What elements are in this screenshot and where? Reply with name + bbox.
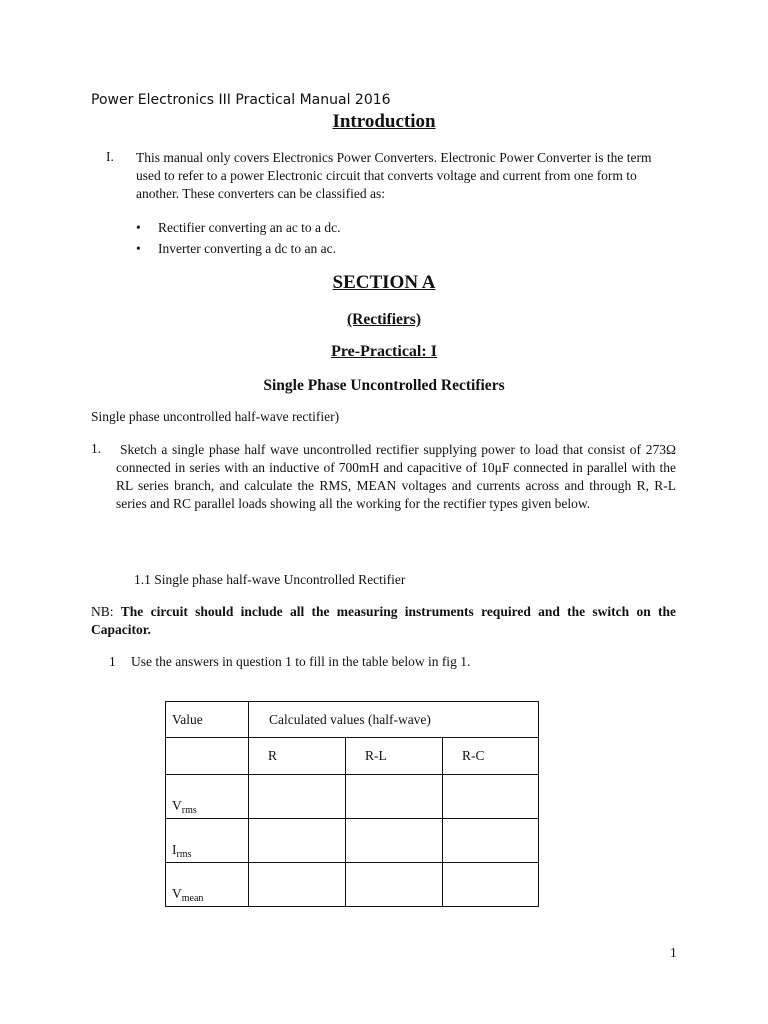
bullet-text: Inverter converting a dc to an ac. [158, 241, 337, 256]
table-cell[interactable] [346, 863, 443, 907]
section-subheading: Single phase uncontrolled half-wave rectifier) [91, 409, 340, 424]
row-label-vmean: $V_{mean}$ [166, 863, 249, 907]
table-cell[interactable] [249, 863, 346, 907]
row-label-irms: $I_{rms}$ [166, 819, 249, 863]
table-cell[interactable] [249, 775, 346, 819]
note-text: The circuit should include all the measuring instruments required and the switch on the Capacitor. [91, 604, 676, 637]
table-row [166, 819, 539, 863]
bullet-inverter [136, 241, 336, 257]
row-label-vrms: $V_{rms}$ [166, 775, 249, 819]
calculated-values-table [165, 701, 539, 907]
table-cell[interactable] [249, 819, 346, 863]
note [91, 603, 676, 639]
table-corner-header: Value [166, 702, 249, 738]
column-header-r: R [249, 738, 346, 775]
intro-paragraph: This manual only covers Electronics Power Converters. Electronic Power Converter is the term used to refer to a power Electronic circuit that converts voltage and current from one form to another. These converters can be classified as: [136, 150, 652, 201]
section-subtitle: (Rectifiers) [346, 311, 421, 328]
question-text: Sketch a single phase half wave uncontrolled rectifier supplying power to load that consist of 273Ω connected in series with an inductive of 700mH and capacitive of 10μF connected in parallel with the RL series branch, and calculate the RMS, MEAN voltages and currents across and through R, R-L series and RC parallel loads showing all the working for the rectifier types given below. [116, 442, 676, 511]
table-cell[interactable] [346, 819, 443, 863]
pre-practical-title: Pre-Practical: I [331, 343, 437, 360]
table-cell[interactable] [346, 775, 443, 819]
subsection-title: 1.1 Single phase half-wave Uncontrolled Rectifier [134, 572, 406, 587]
section-title: SECTION A [332, 272, 436, 293]
table-cell [166, 738, 249, 775]
page-number: 1 [670, 945, 677, 960]
bullet-icon: • [136, 241, 141, 256]
table-column-row [166, 738, 539, 775]
bullet-icon: • [136, 220, 141, 235]
instruction-number: 1 [109, 654, 116, 669]
instruction-text: Use the answers in question 1 to fill in the table below in fig 1. [131, 654, 471, 669]
table-header-row [166, 702, 539, 738]
question-number: 1. [91, 441, 102, 456]
note-label: NB: [91, 604, 114, 619]
introduction-title: Introduction [332, 111, 436, 132]
column-header-rc: R-C [443, 738, 539, 775]
table-cell[interactable] [443, 775, 539, 819]
section-heading: Single Phase Uncontrolled Rectifiers [263, 377, 505, 394]
table-row [166, 863, 539, 907]
document-header: Power Electronics III Practical Manual 2016 [91, 92, 391, 108]
bullet-rectifier [136, 220, 341, 236]
table-cell[interactable] [443, 819, 539, 863]
intro-item-number: I. [106, 149, 114, 164]
table-row [166, 775, 539, 819]
bullet-text: Rectifier converting an ac to a dc. [158, 220, 341, 235]
column-header-rl: R-L [346, 738, 443, 775]
table-cell[interactable] [443, 863, 539, 907]
table-span-header: Calculated values (half-wave) [249, 702, 539, 738]
